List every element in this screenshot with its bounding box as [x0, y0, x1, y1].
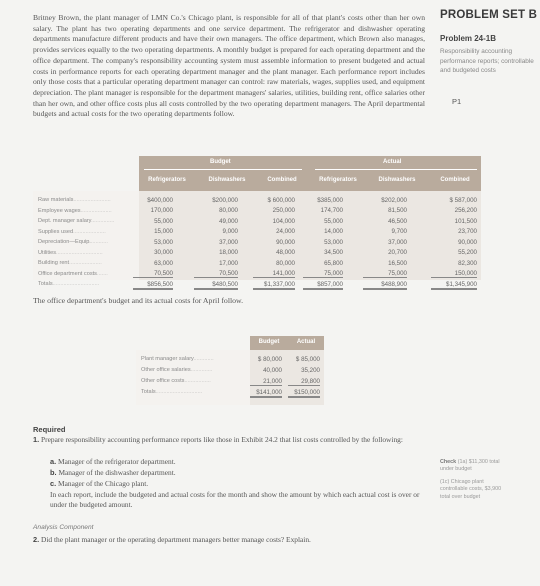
value-cell: $200,000 [212, 196, 238, 204]
value-cell: 104,000 [272, 217, 295, 225]
value-cell: $400,000 [147, 196, 173, 204]
value-cell: 90,000 [276, 238, 295, 246]
total-cell: $1,337,000 [253, 281, 295, 290]
value-cell: 9,700 [391, 228, 407, 235]
col-header: Dishwashers [378, 177, 416, 183]
budget-rule [144, 169, 302, 170]
value-cell: 53,000 [154, 238, 173, 246]
value-cell: 49,000 [219, 217, 238, 225]
value-cell: $ 85,000 [295, 355, 320, 363]
value-cell: $ 600,000 [267, 196, 295, 204]
value-cell: 250,000 [272, 207, 295, 214]
value-cell: $ 80,000 [257, 355, 282, 363]
value-cell: $ 587,000 [449, 196, 477, 204]
learning-objective: P1 [452, 97, 462, 106]
value-cell: 55,000 [154, 217, 173, 225]
row-label: Raw materials........................ [38, 197, 111, 203]
question-1a: a. Manager of the refrigerator department. [50, 457, 176, 466]
question-1b: b. Manager of the dishwasher department. [50, 468, 176, 477]
value-cell: 81,500 [388, 207, 407, 214]
value-cell: 80,000 [219, 207, 238, 214]
row-label: Building rent..................... [38, 260, 102, 266]
value-cell: 15,000 [154, 228, 173, 235]
value-cell: 9,000 [222, 228, 238, 235]
check-figure-1a: Check (1a) $11,300 total under budget [440, 459, 500, 473]
row-label: Office department costs....... [38, 270, 108, 277]
total-cell: $856,500 [133, 281, 173, 290]
value-cell: $385,000 [317, 196, 343, 204]
total-cell: $150,000 [288, 389, 320, 398]
value-cell: 46,500 [388, 217, 407, 225]
value-cell: 174,700 [320, 207, 343, 214]
value-cell: 40,000 [263, 366, 282, 374]
value-cell: 20,700 [388, 249, 407, 256]
value-cell: 65,800 [324, 259, 343, 267]
value-cell: 55,000 [324, 217, 343, 225]
total-cell: $1,345,900 [431, 281, 477, 290]
col-header: Budget [258, 339, 280, 345]
value-cell: 55,200 [458, 249, 477, 256]
value-cell: 21,000 [250, 378, 282, 386]
group-header-budget: Budget [210, 159, 231, 165]
table-header-band [139, 156, 481, 191]
value-cell: 256,200 [454, 207, 477, 214]
problem-number: Problem 24-1B [440, 34, 497, 43]
row-label-totals: Totals.............................. [141, 389, 203, 395]
value-cell: 29,800 [288, 378, 320, 386]
value-cell: 34,500 [324, 249, 343, 256]
row-label: Utilities.............................. [38, 249, 103, 256]
value-cell: 75,000 [363, 270, 407, 278]
check-figure-1c: (1c) Chicago plant controllable costs, $3,900 total over budget [440, 479, 502, 500]
col-header: Combined [267, 177, 297, 183]
total-cell: $141,000 [250, 389, 282, 398]
row-label: Depreciation—Equip............ [38, 239, 108, 245]
value-cell: 80,000 [276, 259, 295, 267]
row-label: Dept. manager salary............... [38, 218, 115, 224]
total-cell: $480,500 [194, 281, 238, 290]
value-cell: 141,000 [253, 270, 295, 278]
value-cell: 70,500 [133, 270, 173, 278]
value-cell: 48,000 [276, 249, 295, 256]
col-header: Refrigerators [148, 177, 186, 183]
value-cell: 70,500 [194, 270, 238, 278]
value-cell: 75,000 [303, 270, 343, 278]
problem-intro: Britney Brown, the plant manager of LMN Co.'s Chicago plant, is responsible for all of that plant's costs other than her own salary. The plant has two operating departments and one service department. The refrigerator and dishwasher operating departments manufacture different products and have their own managers. The office department, which Brown also manages, provides services equally to the two operating departments. A monthly budget is prepared for each operating department and the office department. The company's responsibility accounting system must assemble information to present budgeted and actual costs in performance reports for each operating department manager and the plant manager. Each performance report includes only those costs that a particular operating department manager can control: raw materials, wages, supplies used, and equipment depreciation. The plant manager is responsible for the department managers' salaries, utilities, building rent, office salaries other than her own, and other office costs plus all costs controlled by the two operating department managers. The April departmental budgets and actual costs for the two operating departments follow. [33, 13, 425, 119]
value-cell: 16,500 [388, 259, 407, 267]
question-1-note: In each report, include the budgeted and actual costs for the month and show the amount by which each actual cost is over or under the budgeted amount. [50, 490, 420, 509]
col-header: Combined [440, 177, 470, 183]
value-cell: 24,000 [276, 228, 295, 235]
value-cell: 17,000 [219, 259, 238, 267]
value-cell: 37,000 [388, 238, 407, 246]
value-cell: 37,000 [219, 238, 238, 246]
value-cell: 35,200 [301, 366, 320, 374]
value-cell: 30,000 [154, 249, 173, 256]
value-cell: 170,000 [150, 207, 173, 214]
value-cell: 90,000 [458, 238, 477, 246]
office-intro: The office department's budget and its actual costs for April follow. [33, 296, 244, 305]
value-cell: 18,000 [219, 249, 238, 256]
value-cell: 63,000 [154, 259, 173, 267]
group-header-actual: Actual [383, 159, 402, 165]
col-header: Dishwashers [208, 177, 246, 183]
col-header: Actual [296, 339, 316, 345]
table-label-band [33, 191, 139, 280]
analysis-heading: Analysis Component [33, 524, 94, 531]
value-cell: 23,700 [458, 228, 477, 235]
problem-set-title: PROBLEM SET B [440, 9, 538, 21]
problem-description: Responsibility accounting performance reports; controllable and budgeted costs [440, 48, 534, 75]
value-cell: 82,300 [458, 259, 477, 267]
col-header: Refrigerators [319, 177, 357, 183]
value-cell: 150,000 [431, 270, 477, 278]
question-2: 2. Did the plant manager or the operating department managers better manage costs? Explain. [33, 535, 311, 544]
actual-rule [315, 169, 477, 170]
question-1c: c. Manager of the Chicago plant. [50, 479, 149, 488]
total-cell: $857,000 [303, 281, 343, 290]
row-label: Supplies used..................... [38, 228, 106, 235]
value-cell: 53,000 [324, 238, 343, 246]
value-cell: $202,000 [381, 196, 407, 204]
row-label: Employee wages.................... [38, 207, 112, 214]
row-label: Other office costs................. [141, 378, 211, 384]
required-heading: Required [33, 425, 66, 434]
row-label: Plant manager salary............. [141, 356, 214, 362]
total-cell: $488,900 [363, 281, 407, 290]
value-cell: 101,500 [454, 217, 477, 225]
row-label-totals: Totals.............................. [38, 281, 100, 287]
row-label: Other office salaries.............. [141, 367, 213, 373]
question-1: 1. Prepare responsibility accounting performance reports like those in Exhibit 24.2 that list costs controlled by the following: [33, 435, 403, 444]
value-cell: 14,000 [324, 228, 343, 235]
